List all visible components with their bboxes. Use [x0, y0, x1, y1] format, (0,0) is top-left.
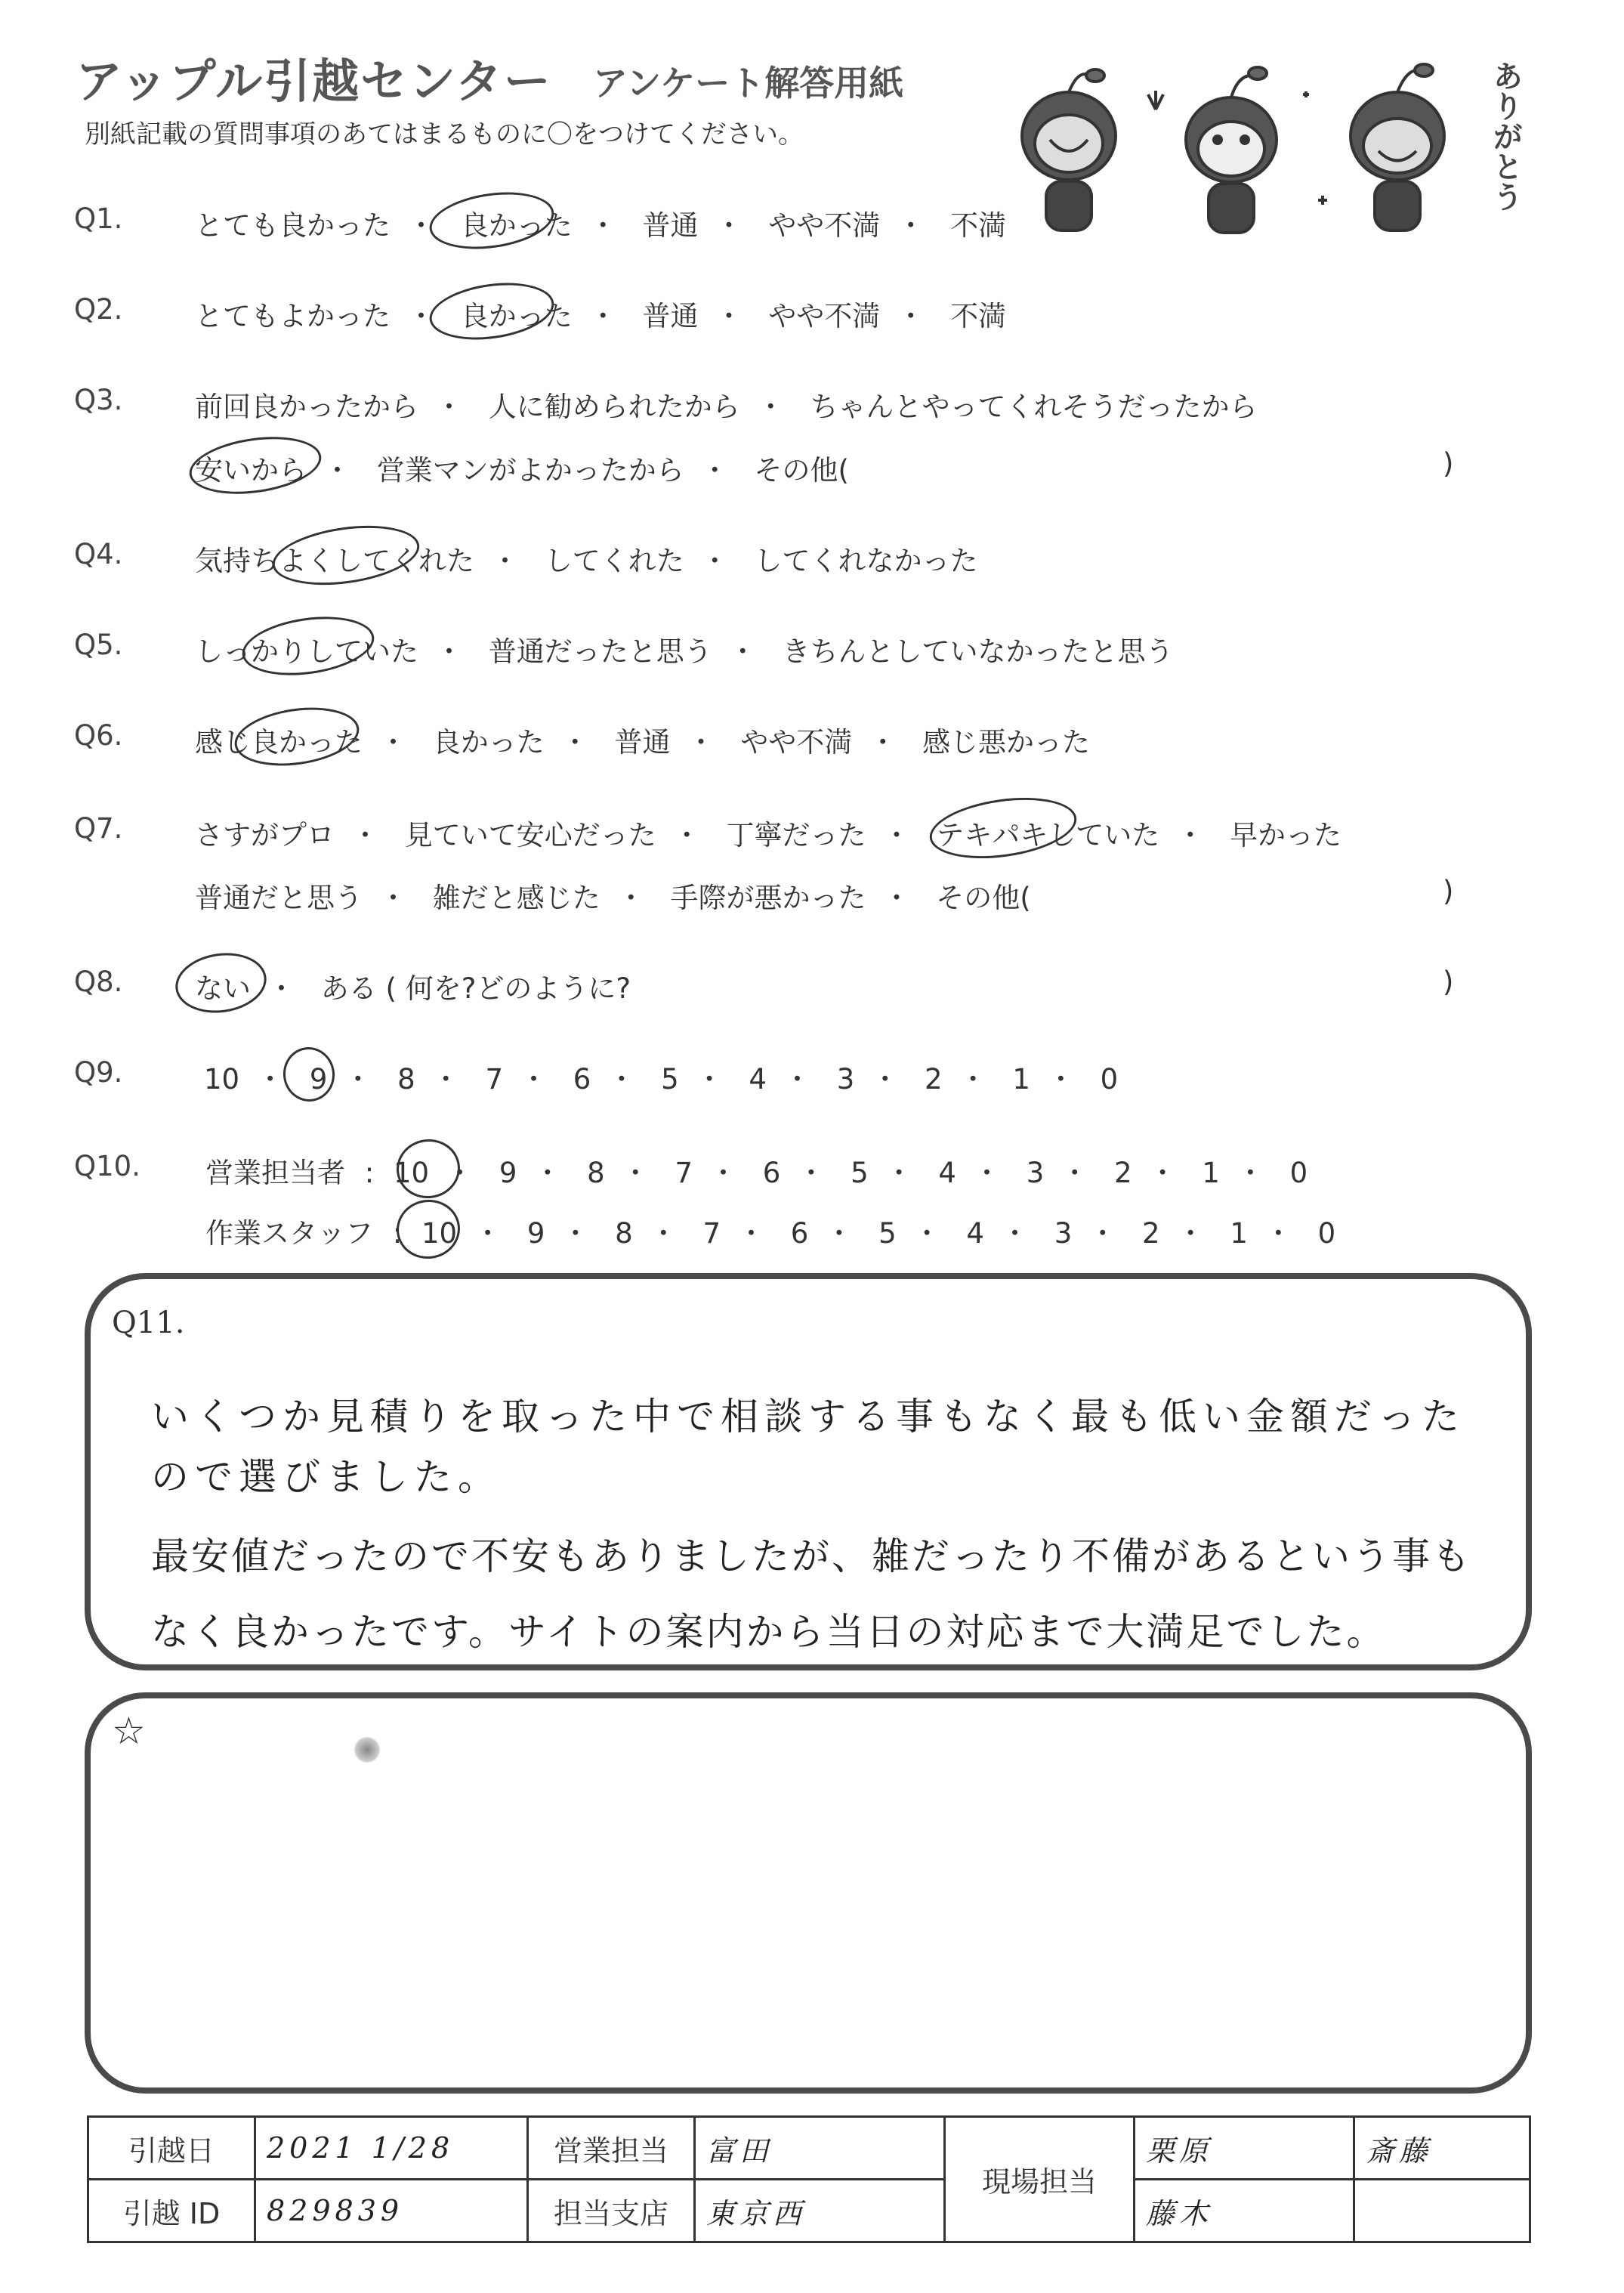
- q7-option[interactable]: 丁寧だった: [726, 819, 866, 851]
- q10-staff-score[interactable]: 4: [966, 1217, 984, 1250]
- q3-option[interactable]: ちゃんとやってくれそうだったから: [810, 391, 1258, 423]
- q7-option[interactable]: 雑だと感じた: [432, 882, 601, 914]
- q5-option[interactable]: きちんとしていなかったと思う: [782, 635, 1174, 668]
- q3-option[interactable]: 前回良かったから: [195, 391, 418, 423]
- q3-option[interactable]: 人に勧められたから: [488, 391, 740, 423]
- site-staff-label: 現場担当: [945, 2117, 1135, 2242]
- q7-selection-circle: [926, 790, 1081, 867]
- q10-staff-label: 作業スタッフ: [205, 1217, 373, 1250]
- q3-other-close-paren: ): [1443, 447, 1454, 480]
- arigatou-text: ありがとう: [1488, 60, 1523, 212]
- q1-label: Q1.: [74, 202, 123, 235]
- q5-label: Q5.: [74, 629, 123, 661]
- q8-label: Q8.: [74, 966, 123, 998]
- q11-comment-line: ので選びました。: [151, 1455, 502, 1499]
- q6-option-selected[interactable]: 感じ良かった: [195, 726, 363, 759]
- q9-score[interactable]: 4: [749, 1063, 767, 1096]
- q4-selection-circle: [269, 518, 423, 594]
- q10-sales-score[interactable]: 3: [1026, 1157, 1045, 1189]
- q7-options-line1: さすがプロ ・ 見ていて安心だった ・ 丁寧だった ・ テキパキしていた ・ 早かった: [195, 812, 1341, 853]
- star-comment-box[interactable]: [85, 1692, 1532, 2094]
- site-staff-value[interactable]: 栗原: [1135, 2117, 1354, 2180]
- q7-option[interactable]: 普通だと思う: [195, 882, 363, 914]
- q10-sales-score[interactable]: 6: [762, 1157, 781, 1189]
- site-staff-value[interactable]: 藤木: [1135, 2180, 1354, 2242]
- q3-option-other[interactable]: その他(: [754, 454, 849, 487]
- q2-options: とてもよかった ・ 良かった ・ 普通 ・ やや不満 ・ 不満: [195, 293, 1006, 334]
- q9-score[interactable]: 3: [836, 1063, 855, 1096]
- q1-selection-circle: [426, 185, 557, 256]
- q3-options-line2: 安いから ・ 営業マンがよかったから ・ その他(: [195, 447, 849, 488]
- sales-rep-label: 営業担当: [528, 2117, 695, 2180]
- q11-comment-line: 最安値だったので不安もありましたが、雑だったり不備があるという事も: [151, 1534, 1472, 1578]
- q7-option[interactable]: さすがプロ: [195, 819, 335, 851]
- q8-option-selected[interactable]: ない: [195, 972, 251, 1005]
- q10-staff-score[interactable]: 0: [1317, 1217, 1336, 1250]
- q1-option[interactable]: 普通: [642, 209, 699, 242]
- q9-score[interactable]: 8: [397, 1063, 415, 1096]
- q7-option[interactable]: 見ていて安心だった: [404, 819, 656, 851]
- sales-rep-value[interactable]: 富田: [695, 2117, 945, 2180]
- q2-option[interactable]: とてもよかった: [195, 300, 391, 332]
- q7-label: Q7.: [74, 812, 123, 845]
- move-id-label: 引越 ID: [88, 2180, 255, 2242]
- q2-selection-circle: [426, 276, 557, 347]
- q5-option[interactable]: 普通だったと思う: [488, 635, 712, 668]
- q10-staff-score[interactable]: 8: [615, 1217, 633, 1250]
- move-date-value[interactable]: 2021 1/28: [255, 2117, 528, 2180]
- q3-option[interactable]: 営業マンがよかったから: [376, 454, 684, 487]
- q10-staff-selection-circle: [393, 1196, 464, 1263]
- q6-option[interactable]: やや不満: [740, 726, 853, 759]
- q10-sales-score[interactable]: 4: [938, 1157, 956, 1189]
- q10-sales-score[interactable]: 5: [851, 1157, 869, 1189]
- q9-score-selected[interactable]: 9: [309, 1063, 328, 1096]
- q1-option-selected[interactable]: 良かった: [460, 209, 573, 242]
- q6-option[interactable]: 感じ悪かった: [922, 726, 1091, 759]
- q2-option[interactable]: 普通: [642, 300, 699, 332]
- form-subtitle: アンケート解答用紙: [593, 63, 904, 104]
- q10-staff-score[interactable]: 3: [1054, 1217, 1073, 1250]
- q7-option[interactable]: 手際が悪かった: [670, 882, 866, 914]
- q11-comment-line: なく良かったです。サイトの案内から当日の対応まで大満足でした。: [151, 1610, 1387, 1654]
- q7-option-selected[interactable]: テキパキしていた: [936, 819, 1160, 851]
- move-date-label: 引越日: [88, 2117, 255, 2180]
- q6-options: 感じ良かった ・ 良かった ・ 普通 ・ やや不満 ・ 感じ悪かった: [195, 719, 1090, 760]
- q6-label: Q6.: [74, 719, 123, 752]
- site-staff-value[interactable]: 斎藤: [1354, 2117, 1530, 2180]
- q4-option[interactable]: してくれなかった: [754, 545, 978, 577]
- site-staff-value[interactable]: [1354, 2180, 1530, 2242]
- branch-label: 担当支店: [528, 2180, 695, 2242]
- q9-score[interactable]: 2: [925, 1063, 943, 1096]
- q8-option[interactable]: ある ( 何を?どのように?: [320, 972, 631, 1005]
- q9-scale: 10 ・ 9 ・ 8 ・ 7 ・ 6 ・ 5 ・ 4 ・ 3 ・ 2 ・ 1 ・ 0: [204, 1063, 1119, 1096]
- q8-options: ない ・ ある ( 何を?どのように?: [195, 966, 631, 1006]
- q4-label: Q4.: [74, 538, 123, 570]
- q1-option[interactable]: とても良かった: [195, 209, 391, 242]
- q9-score[interactable]: 10: [204, 1063, 240, 1096]
- q7-option[interactable]: 早かった: [1230, 819, 1342, 851]
- q5-option-selected[interactable]: しっかりしていた: [195, 635, 418, 668]
- q9-label: Q9.: [74, 1056, 123, 1089]
- instructions: 別紙記載の質問事項のあてはまるものに〇をつけてください。: [85, 119, 804, 150]
- q10-sales-score[interactable]: 8: [587, 1157, 605, 1189]
- q1-option[interactable]: やや不満: [768, 209, 881, 242]
- q10-staff-score[interactable]: 9: [526, 1217, 545, 1250]
- q2-label: Q2.: [74, 293, 123, 326]
- branch-value[interactable]: 東京西: [695, 2180, 945, 2242]
- q6-option[interactable]: 良かった: [432, 726, 545, 759]
- q4-option-selected[interactable]: 気持ちよくしてくれた: [195, 545, 474, 577]
- q10-staff-score[interactable]: 6: [790, 1217, 809, 1250]
- q10-sales-score[interactable]: 0: [1289, 1157, 1308, 1189]
- q9-score[interactable]: 7: [485, 1063, 504, 1096]
- q6-selection-circle: [231, 700, 363, 773]
- q10-sales-row: 営業担当者 : 10 ・ 9 ・ 8 ・ 7 ・ 6 ・ 5 ・ 4 ・ 3 ・ 2 ・ 1 ・ 0: [205, 1150, 1308, 1191]
- q10-staff-score-selected[interactable]: 10: [421, 1217, 458, 1250]
- move-id-value[interactable]: 829839: [255, 2180, 528, 2242]
- q10-sales-label: 営業担当者: [205, 1157, 345, 1189]
- q1-option[interactable]: 不満: [950, 209, 1007, 242]
- q3-selection-circle: [186, 429, 325, 502]
- q2-option[interactable]: 不満: [950, 300, 1007, 332]
- q3-label: Q3.: [74, 384, 123, 416]
- q6-option[interactable]: 普通: [614, 726, 671, 759]
- q10-staff-score[interactable]: 5: [878, 1217, 897, 1250]
- move-info-table: [87, 2115, 1531, 2243]
- q10-staff-row: 作業スタッフ : 10 ・ 9 ・ 8 ・ 7 ・ 6 ・ 5 ・ 4 ・ 3 ・ 2 ・ 1 ・ 0: [205, 1210, 1335, 1251]
- q11-comment-line: いくつか見積りを取った中で相談する事もなく最も低い金額だった: [151, 1395, 1465, 1439]
- monkey-mascots-illustration: [1005, 49, 1488, 246]
- q4-options: 気持ちよくしてくれた ・ してくれた ・ してくれなかった: [195, 538, 978, 579]
- q4-option[interactable]: してくれた: [544, 545, 684, 577]
- q10-staff-score[interactable]: 2: [1142, 1217, 1160, 1250]
- q3-option-selected[interactable]: 安いから: [195, 454, 307, 487]
- q9-score[interactable]: 0: [1100, 1063, 1119, 1096]
- q7-option-other[interactable]: その他(: [936, 882, 1031, 914]
- q3-options-line1: 前回良かったから ・ 人に勧められたから ・ ちゃんとやってくれそうだったから: [195, 384, 1258, 425]
- q10-staff-score[interactable]: 7: [702, 1217, 721, 1250]
- q10-sales-selection-circle: [393, 1136, 464, 1203]
- q11-label: Q11.: [112, 1306, 185, 1340]
- q10-label: Q10.: [74, 1150, 140, 1182]
- q10-sales-score[interactable]: 1: [1202, 1157, 1220, 1189]
- q5-options: しっかりしていた ・ 普通だったと思う ・ きちんとしていなかったと思う: [195, 629, 1174, 669]
- q2-option-selected[interactable]: 良かった: [460, 300, 573, 332]
- q9-score[interactable]: 6: [573, 1063, 591, 1096]
- q10-sales-score[interactable]: 2: [1114, 1157, 1132, 1189]
- form-title: アップル引越センター: [76, 54, 552, 109]
- q8-close-paren: ): [1443, 966, 1454, 998]
- q10-sales-score[interactable]: 9: [499, 1157, 517, 1189]
- q10-staff-score[interactable]: 1: [1230, 1217, 1248, 1250]
- q1-options: とても良かった ・ 良かった ・ 普通 ・ やや不満 ・ 不満: [195, 202, 1006, 243]
- ink-smudge: [354, 1736, 381, 1763]
- star-icon: ☆: [112, 1709, 146, 1753]
- q9-score[interactable]: 1: [1012, 1063, 1030, 1096]
- q2-option[interactable]: やや不満: [768, 300, 881, 332]
- q10-sales-score[interactable]: 7: [675, 1157, 693, 1189]
- q7-other-close-paren: ): [1443, 875, 1454, 907]
- q10-sales-score-selected[interactable]: 10: [394, 1157, 430, 1189]
- q9-score[interactable]: 5: [661, 1063, 679, 1096]
- q7-options-line2: 普通だと思う ・ 雑だと感じた ・ 手際が悪かった ・ その他(: [195, 875, 1031, 916]
- q5-selection-circle: [239, 609, 378, 683]
- q8-selection-circle: [171, 947, 270, 1018]
